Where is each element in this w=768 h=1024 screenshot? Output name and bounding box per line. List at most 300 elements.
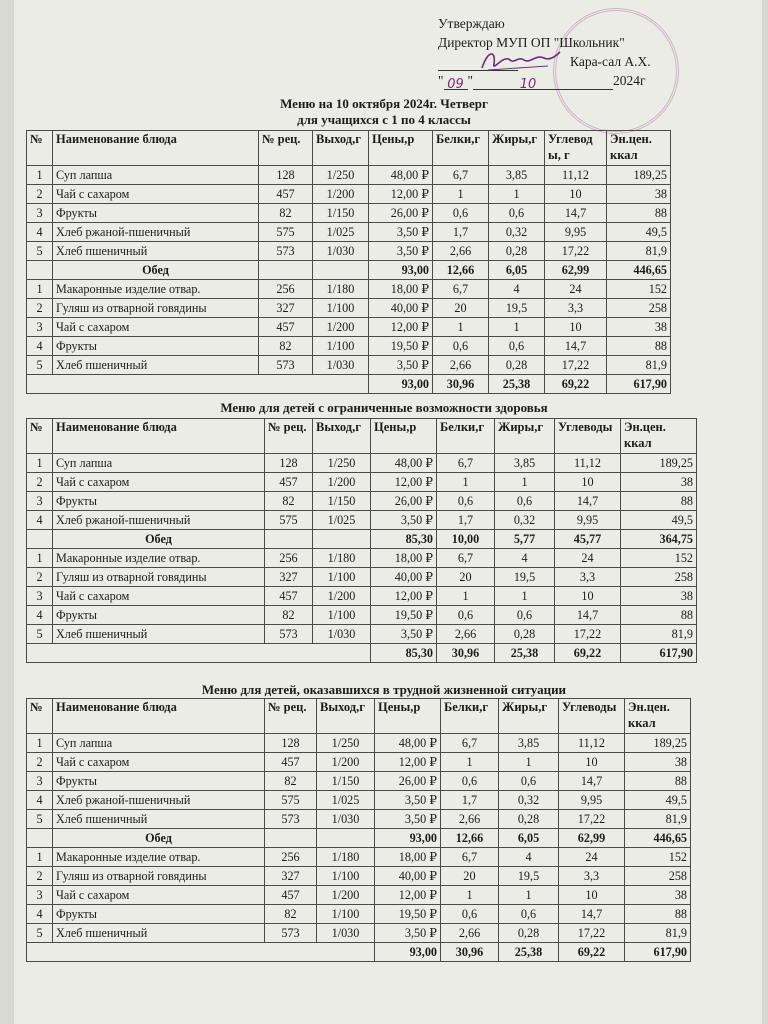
table-cell: 6,7 [437, 549, 495, 568]
table-cell: Хлеб ржаной-пшеничный [53, 511, 265, 530]
total-protein: 30,96 [441, 943, 499, 962]
total-row [27, 644, 697, 663]
table-cell: 0,28 [489, 356, 545, 375]
table-cell: 10 [555, 473, 621, 492]
column-header: Эн.цен. ккал [621, 419, 697, 454]
table-cell: 6,7 [441, 848, 499, 867]
table-cell: 3,50 ₽ [375, 791, 441, 810]
table-cell: 3,50 ₽ [371, 625, 437, 644]
table-cell: 17,22 [545, 242, 607, 261]
column-header: № [27, 131, 53, 166]
table-cell: 14,7 [555, 606, 621, 625]
menu-table [26, 698, 691, 962]
table-cell: Фрукты [53, 337, 259, 356]
table-cell: 0,6 [489, 204, 545, 223]
table-row [27, 625, 697, 644]
table-cell: 1,7 [433, 223, 489, 242]
table-cell: 5 [27, 810, 53, 829]
table-cell: 4 [495, 549, 555, 568]
table-cell: 1/030 [317, 810, 375, 829]
subtotal-label: Обед [53, 530, 265, 549]
table-cell: 457 [265, 587, 313, 606]
table-cell: Хлеб ржаной-пшеничный [53, 791, 265, 810]
table-cell: 0,6 [499, 772, 559, 791]
table-cell: 1/030 [313, 242, 369, 261]
subtotal-protein: 12,66 [433, 261, 489, 280]
table-cell: 327 [259, 299, 313, 318]
table-cell: 575 [265, 511, 313, 530]
table-cell: 0,6 [441, 772, 499, 791]
table-cell: 38 [625, 886, 691, 905]
total-price: 93,00 [369, 375, 433, 394]
table-cell: Фрукты [53, 772, 265, 791]
table-cell: 82 [265, 905, 317, 924]
table-cell: 256 [265, 549, 313, 568]
table-cell: 3,85 [499, 734, 559, 753]
column-header: Белки,г [437, 419, 495, 454]
table-cell: 3,50 ₽ [369, 356, 433, 375]
table-cell: 40,00 ₽ [371, 568, 437, 587]
table-row [27, 280, 671, 299]
table-cell: 3 [27, 587, 53, 606]
table-cell: 26,00 ₽ [371, 492, 437, 511]
table-cell: 128 [265, 454, 313, 473]
table-row [27, 242, 671, 261]
table-cell: 3,50 ₽ [369, 242, 433, 261]
table-cell: Фрукты [53, 606, 265, 625]
table-cell: 11,12 [555, 454, 621, 473]
table-cell: 1 [27, 166, 53, 185]
total-kcal: 617,90 [607, 375, 671, 394]
table-cell: 11,12 [545, 166, 607, 185]
table-cell: 1 [499, 886, 559, 905]
table-cell: 11,12 [559, 734, 625, 753]
column-header: № рец. [265, 699, 317, 734]
table-cell: 0,28 [495, 625, 555, 644]
table-cell: 1/100 [313, 337, 369, 356]
table-cell: 0,6 [495, 606, 555, 625]
table-row [27, 549, 697, 568]
table-cell: 1/100 [317, 867, 375, 886]
table-cell: 10 [555, 587, 621, 606]
table-cell: 1/100 [313, 568, 371, 587]
table-cell: 26,00 ₽ [369, 204, 433, 223]
column-header: Эн.цен. ккал [625, 699, 691, 734]
table-row [27, 356, 671, 375]
date-day: 09 [444, 75, 468, 90]
menu-table [26, 130, 671, 394]
table-cell: 1 [27, 549, 53, 568]
table-cell: 3,3 [555, 568, 621, 587]
table-row [27, 166, 671, 185]
table-cell: 327 [265, 568, 313, 587]
approval-line-approve: Утверждаю [438, 16, 505, 31]
table-cell: 19,5 [495, 568, 555, 587]
table-cell: 152 [621, 549, 697, 568]
table-cell: 1/030 [313, 625, 371, 644]
table-cell: Суп лапша [53, 454, 265, 473]
table-cell: 1/150 [313, 204, 369, 223]
table-cell: 24 [555, 549, 621, 568]
table-cell: 2 [27, 753, 53, 772]
table-cell: 82 [259, 337, 313, 356]
table-cell: 14,7 [559, 905, 625, 924]
table-cell: 573 [265, 810, 317, 829]
table-cell: 2 [27, 473, 53, 492]
column-header: Наименование блюда [53, 419, 265, 454]
table-cell: 2 [27, 299, 53, 318]
table-cell: 5 [27, 356, 53, 375]
table-cell: 1/100 [317, 905, 375, 924]
table-cell: 575 [259, 223, 313, 242]
subtotal-label: Обед [53, 261, 259, 280]
table-cell: 1,7 [437, 511, 495, 530]
table-cell: 38 [621, 473, 697, 492]
table-cell: 258 [625, 867, 691, 886]
table-cell: 19,5 [489, 299, 545, 318]
table-cell: 10 [545, 185, 607, 204]
table-cell: Макаронные изделие отвар. [53, 280, 259, 299]
date-year: 2024г [613, 73, 646, 88]
table-cell: 1 [27, 734, 53, 753]
subtotal-fat: 5,77 [495, 530, 555, 549]
table-cell: 1 [27, 848, 53, 867]
page-subtitle: для учащихся с 1 по 4 классы [297, 112, 471, 127]
table-cell: 26,00 ₽ [375, 772, 441, 791]
table-cell: 1/250 [313, 166, 369, 185]
table-cell: 189,25 [621, 454, 697, 473]
table-cell: 4 [27, 606, 53, 625]
table-cell: Суп лапша [53, 734, 265, 753]
subtotal-row [27, 261, 671, 280]
column-header: Выход,г [317, 699, 375, 734]
table-cell: 10 [545, 318, 607, 337]
table-cell: 0,6 [499, 905, 559, 924]
table-row [27, 492, 697, 511]
total-protein: 30,96 [433, 375, 489, 394]
subtotal-protein: 12,66 [441, 829, 499, 848]
subtotal-carbs: 62,99 [559, 829, 625, 848]
table-cell: 1/025 [313, 511, 371, 530]
table-cell: 3,3 [559, 867, 625, 886]
table-cell: 2,66 [437, 625, 495, 644]
table-cell [313, 530, 371, 549]
table-cell: 1/200 [313, 473, 371, 492]
table-cell: 81,9 [607, 356, 671, 375]
column-header: № [27, 699, 53, 734]
table-cell: 457 [259, 318, 313, 337]
table-cell: 1 [27, 280, 53, 299]
table-cell: 3 [27, 204, 53, 223]
table-cell: 20 [441, 867, 499, 886]
table-cell: 573 [259, 356, 313, 375]
table-cell: 457 [265, 473, 313, 492]
table-cell: 5 [27, 242, 53, 261]
table-row [27, 886, 691, 905]
table-row [27, 753, 691, 772]
table-row [27, 204, 671, 223]
table-cell [317, 829, 375, 848]
table-cell [265, 530, 313, 549]
table-cell: 1 [433, 185, 489, 204]
table-row [27, 734, 691, 753]
table-cell: 457 [259, 185, 313, 204]
table-cell: 0,6 [441, 905, 499, 924]
table-cell: 258 [621, 568, 697, 587]
table-cell: 17,22 [555, 625, 621, 644]
table-cell: 575 [265, 791, 317, 810]
total-price: 93,00 [375, 943, 441, 962]
table-cell: 88 [625, 772, 691, 791]
table-cell: 12,00 ₽ [369, 318, 433, 337]
column-header: Углеводы [559, 699, 625, 734]
table-cell: 0,6 [437, 606, 495, 625]
section-title: Меню для детей, оказавшихся в трудной жизненной ситуации [201, 682, 567, 697]
table-cell: 1/200 [317, 753, 375, 772]
table-cell: 82 [265, 492, 313, 511]
table-cell: 1 [433, 318, 489, 337]
table-cell [27, 829, 53, 848]
table-cell: 1/180 [313, 549, 371, 568]
table-cell: Хлеб пшеничный [53, 242, 259, 261]
table-cell: 12,00 ₽ [369, 185, 433, 204]
column-header: № рец. [265, 419, 313, 454]
table-cell: 2 [27, 185, 53, 204]
table-cell: 256 [259, 280, 313, 299]
subtotal-kcal: 446,65 [607, 261, 671, 280]
column-header: Жиры,г [495, 419, 555, 454]
subtotal-carbs: 62,99 [545, 261, 607, 280]
column-header: Выход,г [313, 419, 371, 454]
table-cell: 9,95 [545, 223, 607, 242]
table-cell: 1/200 [313, 587, 371, 606]
table-cell: 0,6 [495, 492, 555, 511]
table-cell: 19,50 ₽ [371, 606, 437, 625]
table-cell: 12,00 ₽ [371, 473, 437, 492]
table-cell: 12,00 ₽ [375, 753, 441, 772]
table-cell: 573 [265, 924, 317, 943]
table-cell: 3,3 [545, 299, 607, 318]
table-cell [27, 943, 375, 962]
date-quote-close: " [467, 73, 474, 88]
table-cell: Хлеб пшеничный [53, 810, 265, 829]
table-cell: 38 [621, 587, 697, 606]
table-cell: Макаронные изделие отвар. [53, 549, 265, 568]
table-cell: Фрукты [53, 492, 265, 511]
table-cell: 3,85 [489, 166, 545, 185]
table-cell: Чай с сахаром [53, 185, 259, 204]
table-cell: 1/150 [317, 772, 375, 791]
subtotal-fat: 6,05 [499, 829, 559, 848]
table-cell: 88 [607, 204, 671, 223]
total-carbs: 69,22 [555, 644, 621, 663]
table-cell: 0,6 [433, 204, 489, 223]
table-cell: 2,66 [441, 924, 499, 943]
table-cell: 4 [27, 905, 53, 924]
table-cell: 88 [621, 606, 697, 625]
total-fat: 25,38 [489, 375, 545, 394]
table-cell: 18,00 ₽ [371, 549, 437, 568]
column-header: Наименование блюда [53, 699, 265, 734]
table-cell: Гуляш из отварной говядины [53, 867, 265, 886]
table-cell: 4 [27, 511, 53, 530]
table-cell: 88 [621, 492, 697, 511]
table-cell: 82 [265, 606, 313, 625]
table-cell: 40,00 ₽ [369, 299, 433, 318]
table-cell: Фрукты [53, 905, 265, 924]
table-cell: 81,9 [607, 242, 671, 261]
table-cell [259, 261, 313, 280]
subtotal-kcal: 364,75 [621, 530, 697, 549]
table-cell: 6,7 [433, 280, 489, 299]
table-cell: Чай с сахаром [53, 318, 259, 337]
table-cell: 1 [27, 454, 53, 473]
table-cell: 4 [27, 791, 53, 810]
table-header-row [27, 131, 671, 166]
table-cell: Чай с сахаром [53, 473, 265, 492]
table-row [27, 223, 671, 242]
table-row [27, 905, 691, 924]
table-cell: 17,22 [559, 810, 625, 829]
table-cell: 1,7 [441, 791, 499, 810]
subtotal-kcal: 446,65 [625, 829, 691, 848]
subtotal-price: 93,00 [375, 829, 441, 848]
table-cell: Суп лапша [53, 166, 259, 185]
table-cell: 1 [495, 587, 555, 606]
total-kcal: 617,90 [625, 943, 691, 962]
table-cell: 3,50 ₽ [375, 924, 441, 943]
column-header: Эн.цен. ккал [607, 131, 671, 166]
table-cell: 1/180 [313, 280, 369, 299]
column-header: Углеводы [555, 419, 621, 454]
column-header: Выход,г [313, 131, 369, 166]
table-cell: 9,95 [559, 791, 625, 810]
table-cell: 3,85 [495, 454, 555, 473]
table-cell: 24 [559, 848, 625, 867]
total-price: 85,30 [371, 644, 437, 663]
table-cell: 49,5 [621, 511, 697, 530]
table-cell: 3 [27, 772, 53, 791]
subtotal-label: Обед [53, 829, 265, 848]
table-cell: 0,28 [499, 924, 559, 943]
subtotal-price: 85,30 [371, 530, 437, 549]
table-cell: 4 [499, 848, 559, 867]
subtotal-price: 93,00 [369, 261, 433, 280]
table-cell: 4 [489, 280, 545, 299]
table-cell: 3 [27, 886, 53, 905]
table-cell: 1/025 [313, 223, 369, 242]
approval-director-name: Кара-сал А.Х. [570, 54, 651, 69]
table-cell: 3,50 ₽ [369, 223, 433, 242]
table-cell: 1 [441, 753, 499, 772]
table-cell [27, 530, 53, 549]
table-cell: 4 [27, 223, 53, 242]
table-cell: 3 [27, 492, 53, 511]
column-header: Наименование блюда [53, 131, 259, 166]
table-cell [27, 261, 53, 280]
table-cell: 3 [27, 318, 53, 337]
subtotal-row [27, 829, 691, 848]
table-cell: 82 [265, 772, 317, 791]
table-cell: 4 [27, 337, 53, 356]
table-row [27, 185, 671, 204]
total-fat: 25,38 [499, 943, 559, 962]
table-cell: 48,00 ₽ [375, 734, 441, 753]
table-row [27, 867, 691, 886]
table-row [27, 772, 691, 791]
table-cell: 9,95 [555, 511, 621, 530]
table-cell: 128 [259, 166, 313, 185]
table-cell: 1/200 [313, 318, 369, 337]
table-cell: 0,6 [437, 492, 495, 511]
table-cell: 14,7 [559, 772, 625, 791]
table-cell: 48,00 ₽ [369, 166, 433, 185]
table-cell: 81,9 [625, 810, 691, 829]
table-cell: 2 [27, 867, 53, 886]
subtotal-carbs: 45,77 [555, 530, 621, 549]
table-cell: 14,7 [555, 492, 621, 511]
table-cell: 1/180 [317, 848, 375, 867]
table-cell: 3,50 ₽ [375, 810, 441, 829]
table-cell: 20 [437, 568, 495, 587]
table-cell: 82 [259, 204, 313, 223]
table-cell: 1/150 [313, 492, 371, 511]
table-cell: 81,9 [621, 625, 697, 644]
total-protein: 30,96 [437, 644, 495, 663]
table-cell: 12,00 ₽ [375, 886, 441, 905]
table-cell: 14,7 [545, 337, 607, 356]
date-blank [583, 75, 613, 90]
table-cell: 2,66 [441, 810, 499, 829]
table-cell: 0,6 [433, 337, 489, 356]
column-header: Цены,р [369, 131, 433, 166]
table-cell: 49,5 [607, 223, 671, 242]
table-cell: 0,32 [489, 223, 545, 242]
table-cell: 38 [625, 753, 691, 772]
column-header: Жиры,г [499, 699, 559, 734]
table-cell: Хлеб пшеничный [53, 625, 265, 644]
table-cell: Гуляш из отварной говядины [53, 568, 265, 587]
total-row [27, 943, 691, 962]
table-header-row [27, 699, 691, 734]
table-cell: 256 [265, 848, 317, 867]
table-cell: 1/030 [313, 356, 369, 375]
table-cell: 38 [607, 318, 671, 337]
table-cell: 457 [265, 886, 317, 905]
table-cell: 6,7 [441, 734, 499, 753]
column-header: Белки,г [433, 131, 489, 166]
table-row [27, 848, 691, 867]
approval-line-position: Директор МУП ОП "Школьник" [438, 35, 625, 50]
table-cell: 20 [433, 299, 489, 318]
table-cell: 81,9 [625, 924, 691, 943]
table-header-row [27, 419, 697, 454]
table-cell: 1 [441, 886, 499, 905]
table-cell: Гуляш из отварной говядины [53, 299, 259, 318]
table-row [27, 454, 697, 473]
table-cell: 1/100 [313, 606, 371, 625]
table-cell: Чай с сахаром [53, 587, 265, 606]
subtotal-row [27, 530, 697, 549]
table-cell: 12,00 ₽ [371, 587, 437, 606]
table-cell: 5 [27, 625, 53, 644]
table-cell: 6,7 [433, 166, 489, 185]
table-cell: 189,25 [625, 734, 691, 753]
menu-table [26, 418, 697, 663]
table-cell: 1/200 [313, 185, 369, 204]
table-cell: 18,00 ₽ [369, 280, 433, 299]
table-cell: 152 [607, 280, 671, 299]
